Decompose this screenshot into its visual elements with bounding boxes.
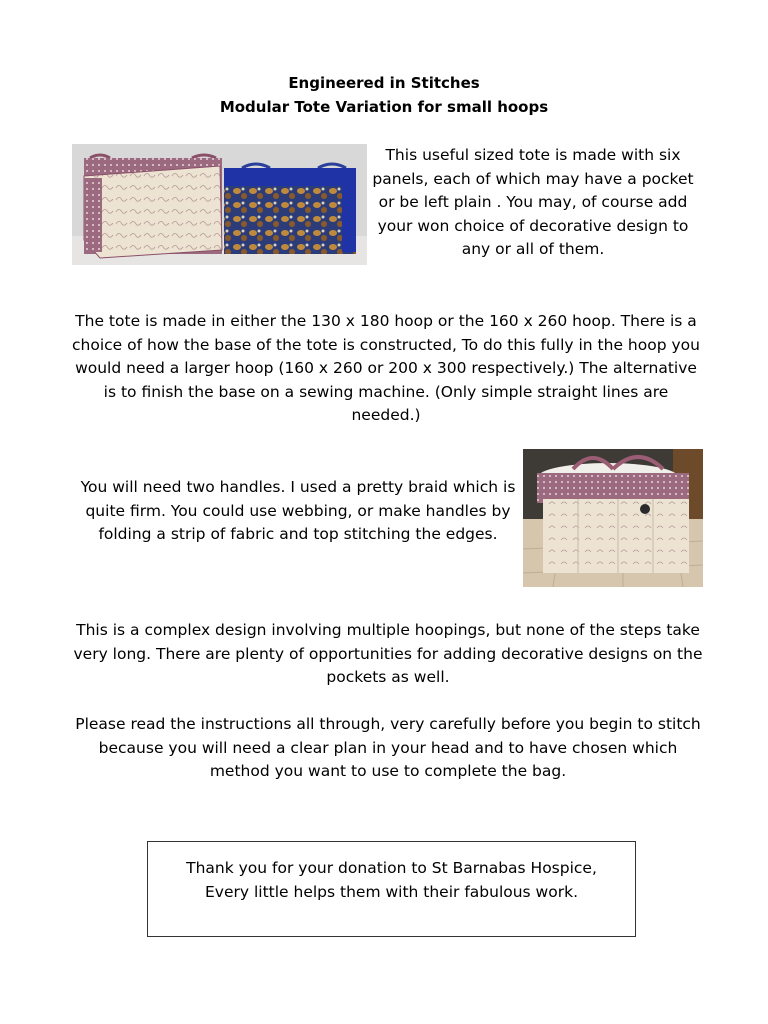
donation-box (147, 841, 636, 937)
donation-line-2: Every little helps them with their fabulous work. (204, 883, 578, 901)
hoop-info-paragraph: The tote is made in either the 130 x 180 hoop or the 160 x 260 hoop. There is a choice of how the base of the tote is constructed, To do this fully in the hoop you would need a larger hoop (160 x 260 or 200 x 300 respectively.) The alternative is to finish the base on a sewing machine. (Only simple straight lines are needed.) (72, 312, 700, 425)
filled-tote-photo (523, 449, 703, 587)
donation-text (148, 842, 635, 904)
intro-paragraph: This useful sized tote is made with six panels, each of which may have a pocket or be left plain . You may, of course add your won choice of decorative design to any or all of them. (372, 146, 694, 259)
document-title: Engineered in Stitches (288, 74, 480, 92)
two-totes-photo (72, 144, 367, 265)
donation-line-1: Thank you for your donation to St Barnabas Hospice, (186, 859, 597, 877)
read-instructions-paragraph: Please read the instructions all through, very carefully before you begin to stitch because you will need a clear plan in your head and to have chosen which method you want to use to complete the bag. (75, 715, 701, 781)
handles-paragraph: You will need two handles. I used a pretty braid which is quite firm. You could use webbing, or make handles by folding a strip of fabric and top stitching the edges. (80, 478, 516, 544)
document-subtitle: Modular Tote Variation for small hoops (219, 98, 549, 116)
complexity-paragraph: This is a complex design involving multiple hoopings, but none of the steps take very long. There are plenty of opportunities for adding decorative designs on the pockets as well. (73, 621, 703, 687)
